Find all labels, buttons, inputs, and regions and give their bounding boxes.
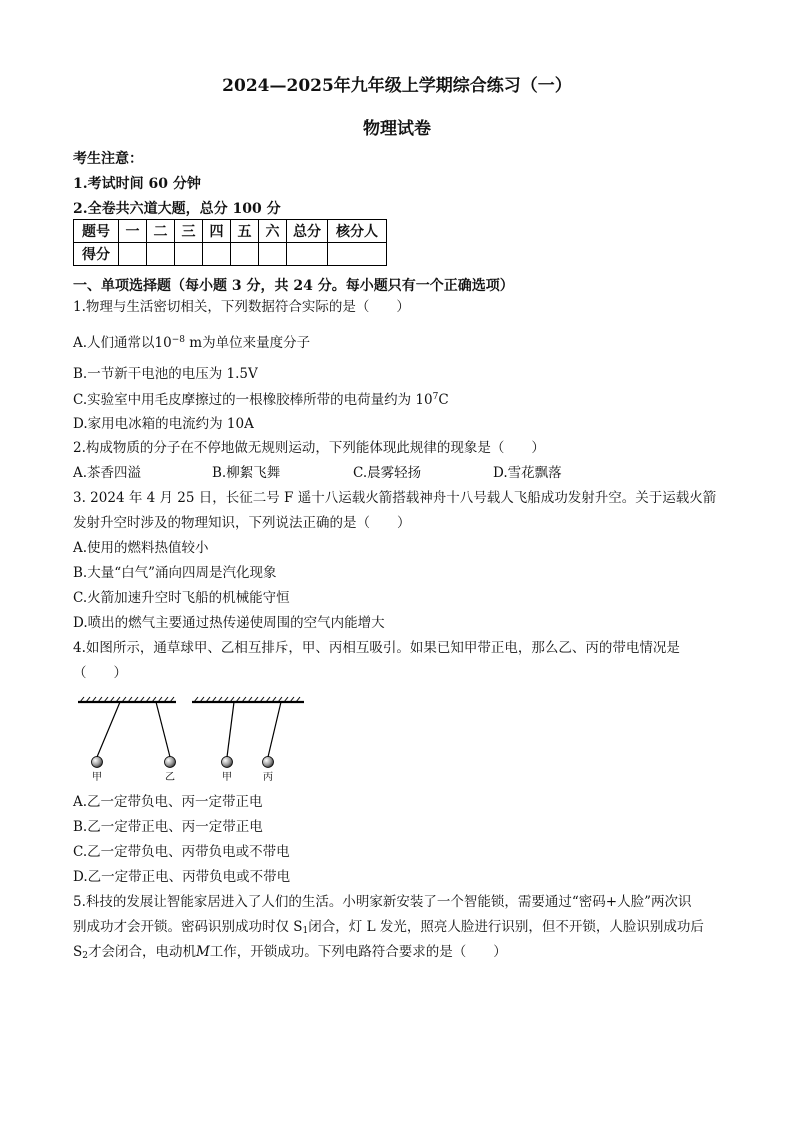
question-3-option-a: A.使用的燃料热值较小 bbox=[73, 540, 209, 556]
stem-text: 闭合，灯 L 发光，照亮人脸进行识别，但不开锁，人脸识别成功后 bbox=[308, 919, 704, 935]
question-4-stem: （ ） bbox=[73, 665, 127, 681]
page-subtitle: 物理试卷 bbox=[363, 119, 431, 139]
question-1-option-c bbox=[73, 393, 449, 408]
thread bbox=[268, 702, 281, 757]
option-text: 10 bbox=[154, 335, 172, 351]
score-input-cell[interactable] bbox=[203, 243, 231, 266]
pith-ball-bing bbox=[263, 757, 274, 768]
stem-text: S bbox=[73, 944, 83, 960]
score-table-cell: 二 bbox=[147, 220, 175, 243]
notice-item-time: 1.考试时间 60 分钟 bbox=[73, 176, 201, 192]
stem-text: 别成功才会开锁。密码识别成功时仅 S bbox=[73, 919, 303, 935]
score-table-cell: 一 bbox=[119, 220, 147, 243]
ball-label: 甲 bbox=[92, 772, 102, 783]
question-5-stem bbox=[73, 946, 507, 961]
section-heading: 一、单项选择题（每小题 3 分，共 24 分。每小题只有一个正确选项） bbox=[73, 278, 514, 294]
question-3-option-b: B.大量“白气”涌向四周是汽化现象 bbox=[73, 565, 277, 581]
question-2-option-c: C.晨雾轻扬 bbox=[353, 465, 422, 481]
score-table-cell: 得分 bbox=[74, 243, 119, 266]
score-table bbox=[73, 219, 387, 266]
stem-text: M bbox=[195, 944, 210, 960]
question-2-option-d: D.雪花飘落 bbox=[493, 465, 562, 481]
stem-text: 1 bbox=[302, 926, 309, 936]
question-3-option-d: D.喷出的燃气主要通过热传递使周围的空气内能增大 bbox=[73, 615, 385, 631]
ball-label: 甲 bbox=[222, 772, 232, 783]
score-table-cell: 四 bbox=[203, 220, 231, 243]
score-input-cell[interactable] bbox=[147, 243, 175, 266]
pith-ball-yi bbox=[165, 757, 176, 768]
page-title: 2024—2025年九年级上学期综合练习（一） bbox=[222, 76, 572, 96]
question-3-stem: 发射升空时涉及的物理知识，下列说法正确的是（ ） bbox=[73, 515, 411, 531]
stem-text: 2 bbox=[82, 951, 88, 961]
score-table-cell: 六 bbox=[259, 220, 287, 243]
question-2-option-b: B.柳絮飞舞 bbox=[212, 465, 281, 481]
question-2-stem: 2.构成物质的分子在不停地做无规则运动，下列能体现此规律的现象是（ ） bbox=[73, 440, 545, 456]
score-input-cell[interactable] bbox=[119, 243, 147, 266]
option-text: m bbox=[185, 335, 203, 351]
question-1-option-a bbox=[73, 336, 310, 351]
option-text: C bbox=[438, 392, 449, 408]
question-4-option-c: C.乙一定带负电、丙带负电或不带电 bbox=[73, 844, 290, 860]
option-text: 为单位来量度分子 bbox=[202, 335, 311, 351]
score-input-cell[interactable] bbox=[175, 243, 203, 266]
thread bbox=[97, 702, 120, 757]
question-1-option-b: B.一节新干电池的电压为 1.5V bbox=[73, 366, 258, 382]
pith-ball-figure bbox=[76, 694, 308, 786]
notice-item-total: 2.全卷共六道大题，总分 100 分 bbox=[73, 201, 281, 217]
score-table-cell: 五 bbox=[231, 220, 259, 243]
thread bbox=[227, 702, 234, 757]
question-2-option-a: A.茶香四溢 bbox=[73, 465, 142, 481]
ball-label: 丙 bbox=[263, 772, 273, 783]
question-1-option-d: D.家用电冰箱的电流约为 10A bbox=[73, 416, 254, 432]
score-table-cell: 题号 bbox=[74, 220, 119, 243]
score-table-cell: 核分人 bbox=[328, 220, 387, 243]
question-3-stem: 3. 2024 年 4 月 25 日，长征二号 F 遥十八运载火箭搭载神舟十八号载人飞船成功发射升空。关于运载火箭 bbox=[73, 490, 717, 506]
thread bbox=[156, 702, 170, 757]
question-1-stem: 1.物理与生活密切相关，下列数据符合实际的是（ ） bbox=[73, 299, 410, 315]
score-input-cell[interactable] bbox=[287, 243, 328, 266]
ball-label: 乙 bbox=[165, 772, 175, 783]
option-text: 7 bbox=[432, 392, 439, 402]
score-input-cell[interactable] bbox=[328, 243, 387, 266]
question-5-stem: 5.科技的发展让智能家居进入了人们的生活。小明家新安装了一个智能锁，需要通过“密码+人脸”两次识 bbox=[73, 894, 692, 910]
pith-ball-jia bbox=[92, 757, 103, 768]
stem-text: 才会闭合，电动机 bbox=[87, 944, 196, 960]
question-5-stem bbox=[73, 921, 704, 936]
notice-heading: 考生注意： bbox=[73, 151, 143, 167]
question-3-option-c: C.火箭加速升空时飞船的机械能守恒 bbox=[73, 590, 290, 606]
question-4-option-a: A.乙一定带负电、丙一定带正电 bbox=[73, 794, 263, 810]
score-table-cell: 总分 bbox=[287, 220, 328, 243]
question-4-option-d: D.乙一定带正电、丙带负电或不带电 bbox=[73, 869, 291, 885]
score-table-cell: 三 bbox=[175, 220, 203, 243]
score-input-cell[interactable] bbox=[231, 243, 259, 266]
score-table-header-row bbox=[74, 220, 387, 243]
option-text: C.实验室中用毛皮摩擦过的一根橡胶棒所带的电荷量约为 10 bbox=[73, 392, 433, 408]
question-4-option-b: B.乙一定带正电、丙一定带正电 bbox=[73, 819, 263, 835]
option-text: −8 bbox=[171, 335, 186, 345]
stem-text: 工作，开锁成功。下列电路符合要求的是（ ） bbox=[209, 944, 507, 960]
question-4-stem: 4.如图所示，通草球甲、乙相互排斥，甲、丙相互吸引。如果已知甲带正电，那么乙、丙的带电情况是 bbox=[73, 640, 680, 656]
pith-ball-jia bbox=[222, 757, 233, 768]
option-text: A.人们通常以 bbox=[73, 335, 155, 351]
score-input-cell[interactable] bbox=[259, 243, 287, 266]
score-table-score-row bbox=[74, 243, 387, 266]
